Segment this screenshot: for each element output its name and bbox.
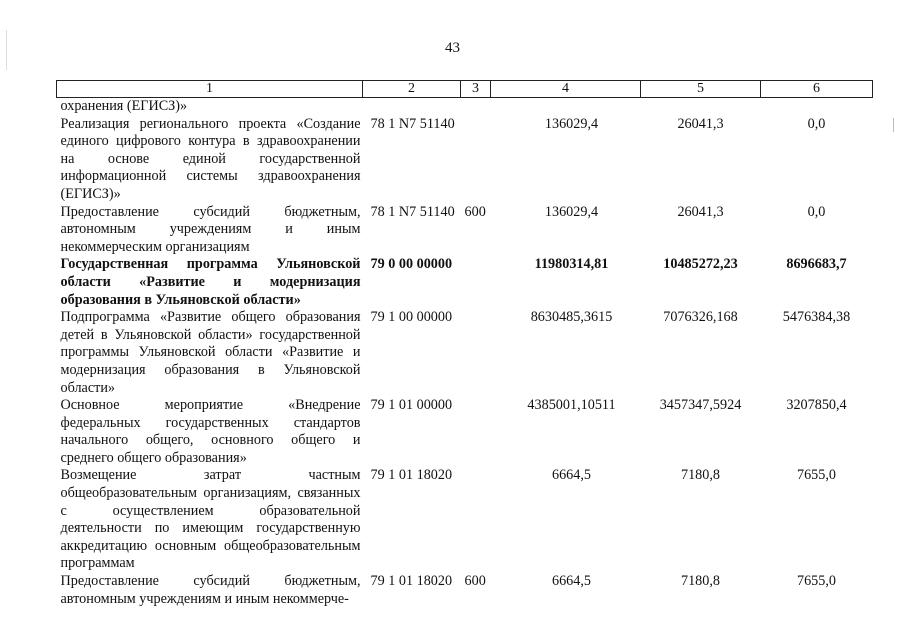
table-row [57, 467, 873, 573]
row-value-2023 [641, 98, 761, 116]
table-body [57, 98, 873, 609]
scan-margin-mark [893, 118, 894, 132]
row-expense-type [461, 116, 491, 204]
row-value-2024: 8696683,7 [786, 256, 847, 273]
row-value-2023: 3457347,5924 [659, 397, 742, 414]
row-name: Основное мероприятие «Внедрение федеральных государственных стандартов начального общего, основного общего и среднего общего образования» [60, 397, 361, 466]
budget-table [56, 80, 873, 608]
table-row [57, 573, 873, 608]
table-row [57, 116, 873, 204]
row-value-2023: 26041,3 [677, 203, 724, 220]
table-row [57, 397, 873, 467]
header-col-4: 4 [491, 81, 641, 98]
row-code: 79 1 01 18020 [370, 573, 453, 590]
row-value-2023: 10485272,23 [663, 256, 738, 273]
header-col-6: 6 [761, 81, 873, 98]
header-col-2: 2 [363, 81, 461, 98]
row-expense-type [461, 397, 491, 467]
row-expense-type [461, 256, 491, 309]
row-value-2024: 3207850,4 [786, 397, 847, 414]
row-code [363, 98, 461, 116]
header-col-3: 3 [461, 81, 491, 98]
row-value-2023: 7180,8 [680, 467, 720, 484]
row-expense-type: 600 [464, 203, 486, 220]
row-value-2022: 4385001,10511 [527, 397, 616, 414]
row-value-2024: 0,0 [807, 203, 826, 220]
row-name: Подпрограмма «Развитие общего образования детей в Ульяновской области» государственной программы Ульяновской области «Развитие и модернизация образования в Ульяновской области» [60, 309, 361, 396]
table-header [57, 81, 873, 98]
row-expense-type [461, 98, 491, 116]
row-name: Возмещение затрат частным общеобразовательным организациям, связанных с осуществлением образовательной деятельности по имеющим государственную аккредитацию основным общеобразовательным программам [60, 467, 361, 572]
row-code: 79 1 00 00000 [370, 309, 453, 326]
row-expense-type: 600 [464, 573, 486, 590]
row-value-2023: 7180,8 [680, 573, 720, 590]
row-value-2024: 7655,0 [796, 573, 836, 590]
row-value-2023: 7076326,168 [663, 309, 738, 326]
row-value-2022: 11980314,81 [534, 256, 609, 273]
row-expense-type [461, 309, 491, 397]
row-value-2024: 5476384,38 [782, 309, 851, 326]
page-number: 43 [445, 40, 460, 56]
row-value-2024 [761, 98, 873, 116]
row-value-2022: 8630485,3615 [530, 309, 613, 326]
table-row [57, 98, 873, 116]
row-code: 78 1 N7 51140 [370, 115, 455, 132]
row-code: 79 1 01 00000 [370, 397, 453, 414]
table-row [57, 309, 873, 397]
header-col-5: 5 [641, 81, 761, 98]
row-name: охранения (ЕГИСЗ)» [60, 98, 188, 114]
row-code: 78 1 N7 51140 [370, 203, 455, 220]
row-expense-type [461, 467, 491, 573]
row-value-2023: 26041,3 [677, 115, 724, 132]
row-name: Государственная программа Ульяновской области «Развитие и модернизация образования в Ульяновской области» [60, 256, 361, 308]
row-value-2022: 136029,4 [544, 115, 599, 132]
header-row [57, 81, 873, 98]
row-name: Предоставление субсидий бюджетным, автономным учреждениям и иным некоммерче- [60, 573, 361, 607]
row-value-2022: 6664,5 [551, 573, 591, 590]
row-code: 79 0 00 00000 [370, 256, 453, 273]
row-code: 79 1 01 18020 [370, 467, 453, 484]
row-value-2024: 0,0 [807, 115, 826, 132]
row-name: Реализация регионального проекта «Создание единого цифрового контура в здравоохранении на основе единой государственной информационной системы здравоохранения (ЕГИСЗ)» [60, 115, 361, 202]
row-value-2024: 7655,0 [796, 467, 836, 484]
row-name: Предоставление субсидий бюджетным, автономным учреждениям и иным некоммерческим организациям [60, 203, 361, 255]
row-value-2022: 6664,5 [551, 467, 591, 484]
header-col-1: 1 [57, 81, 363, 98]
table-row [57, 204, 873, 257]
row-value-2022: 136029,4 [544, 203, 599, 220]
row-value-2022 [491, 98, 641, 116]
table-row [57, 256, 873, 309]
